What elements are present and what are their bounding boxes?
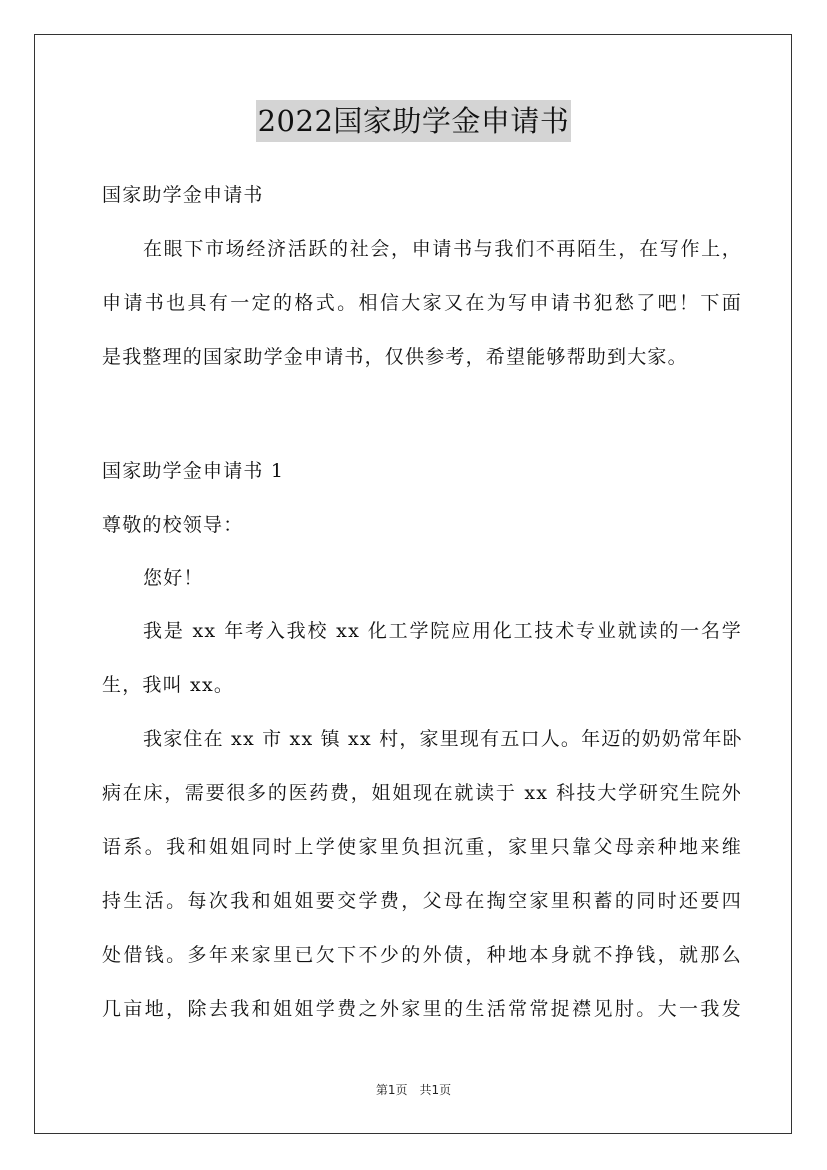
paragraph-gap [102, 384, 742, 444]
body-line-7: 处借钱。多年来家里已欠下不少的外债，种地本身就不挣钱，就那么 [102, 944, 742, 966]
title-container [0, 100, 827, 142]
body-line-4: 病在床，需要很多的医药费，姐姐现在就读于 xx 科技大学研究生院外 [102, 782, 742, 804]
body-line-5: 语系。我和姐姐同时上学使家里负担沉重，家里只靠父母亲种地来维 [102, 836, 742, 858]
body-line-6: 持生活。每次我和姐姐要交学费，父母在掏空家里积蓄的同时还要四 [102, 890, 742, 912]
body-line-1: 我是 xx 年考入我校 xx 化工学院应用化工技术专业就读的一名学 [143, 620, 742, 642]
intro-line-1: 在眼下市场经济活跃的社会，申请书与我们不再陌生，在写作上， [143, 238, 742, 260]
body-line-2: 生，我叫 xx。 [102, 674, 235, 696]
letter-heading: 国家助学金申请书 1 [102, 460, 285, 482]
page-number-current: 第1页 [375, 1083, 408, 1097]
intro-line-2: 申请书也具有一定的格式。相信大家又在为写申请书犯愁了吧！下面 [102, 292, 742, 314]
document-title: 2022国家助学金申请书 [256, 100, 572, 142]
section-heading: 国家助学金申请书 [102, 184, 264, 206]
document-body [102, 168, 742, 1036]
salutation: 尊敬的校领导： [102, 514, 244, 536]
page-number-total: 共1页 [419, 1083, 452, 1097]
intro-line-3: 是我整理的国家助学金申请书，仅供参考，希望能够帮助到大家。 [102, 346, 688, 368]
greeting: 您好！ [143, 567, 204, 589]
body-line-8: 几亩地，除去我和姐姐学费之外家里的生活常常捉襟见肘。大一我发 [102, 998, 742, 1020]
body-line-3: 我家住在 xx 市 xx 镇 xx 村，家里现有五口人。年迈的奶奶常年卧 [143, 728, 743, 750]
page-footer [0, 1082, 827, 1098]
